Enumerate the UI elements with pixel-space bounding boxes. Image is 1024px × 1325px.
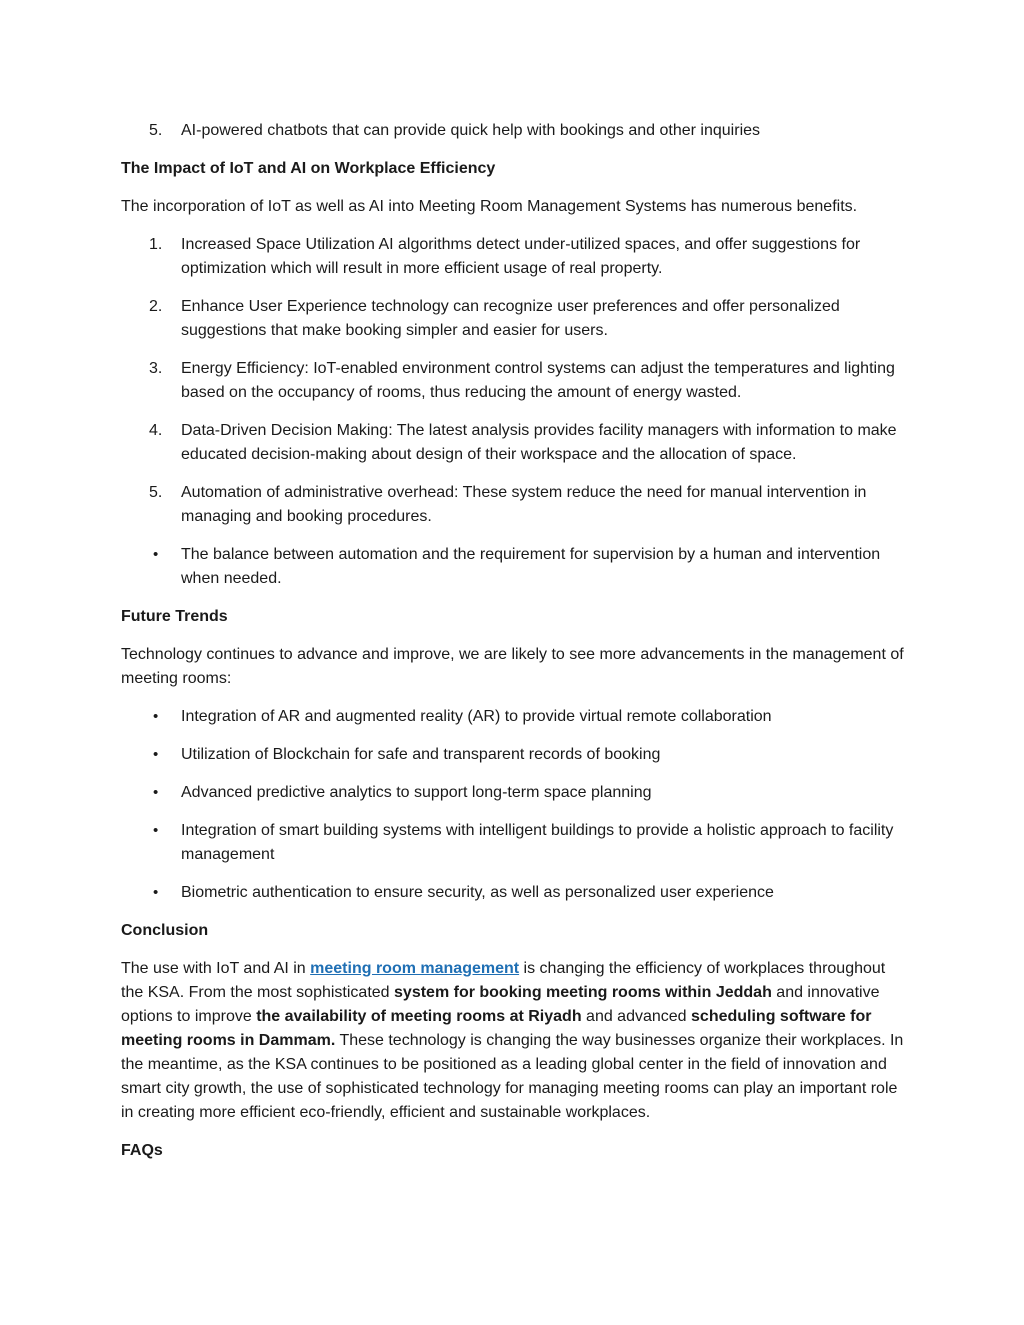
list-item [121, 481, 911, 529]
list-item-text: Utilization of Blockchain for safe and transparent records of booking [181, 746, 661, 763]
list-item-text: Integration of AR and augmented reality (AR) to provide virtual remote collaboration [181, 708, 772, 725]
future-list [121, 705, 911, 905]
list-item-text: AI-powered chatbots that can provide quick help with bookings and other inquiries [181, 122, 761, 139]
conclusion-text: and advanced [581, 1008, 692, 1025]
conclusion-text: and innovative options to improve [121, 984, 880, 1025]
list-item-text: Integration of smart building systems with intelligent buildings to provide a holistic approach to facility management [181, 822, 894, 863]
future-intro: Technology continues to advance and improve, we are likely to see more advancements in the management of meeting rooms: [121, 646, 904, 687]
list-marker: 5. [149, 484, 163, 501]
bullet-marker: • [153, 784, 159, 801]
conclusion-bold-jeddah: system for booking meeting rooms within Jeddah [394, 984, 772, 1001]
list-marker: 2. [149, 298, 163, 315]
bullet-marker: • [153, 822, 159, 839]
list-item [121, 543, 911, 591]
list-marker: 4. [149, 422, 163, 439]
list-item [121, 295, 911, 343]
list-item [121, 781, 911, 805]
list-marker: 1. [149, 236, 163, 253]
bullet-marker: • [153, 746, 159, 763]
conclusion-bold-dammam: scheduling software for meeting rooms in Dammam. [121, 1008, 872, 1049]
list-item [121, 357, 911, 405]
list-item-text: The balance between automation and the requirement for supervision by a human and intervention when needed. [181, 546, 881, 587]
list-item-text: Advanced predictive analytics to support long-term space planning [181, 784, 652, 801]
conclusion-paragraph [121, 957, 911, 1125]
conclusion-bold-riyadh: the availability of meeting rooms at Riyadh [256, 1008, 582, 1025]
list-item [121, 233, 911, 281]
list-item-text: Enhance User Experience technology can recognize user preferences and offer personalized suggestions that make booking simpler and easier for users. [181, 298, 840, 339]
list-item-text: Data-Driven Decision Making: The latest analysis provides facility managers with information to make educated decision-making about design of their workspace and the allocation of space. [181, 422, 897, 463]
section-heading-faqs: FAQs [121, 1142, 163, 1159]
bullet-marker: • [153, 546, 159, 563]
section-heading-impact: The Impact of IoT and AI on Workplace Efficiency [121, 160, 496, 177]
section-heading-conclusion: Conclusion [121, 922, 209, 939]
meeting-room-management-link[interactable]: meeting room management [310, 960, 520, 977]
list-item [121, 705, 911, 729]
list-item [121, 881, 911, 905]
bullet-marker: • [153, 884, 159, 901]
impact-intro: The incorporation of IoT as well as AI into Meeting Room Management Systems has numerous benefits. [121, 198, 858, 215]
list-marker: 3. [149, 360, 163, 377]
document-body [121, 119, 911, 1177]
impact-list [121, 233, 911, 591]
list-marker: 5. [149, 122, 163, 139]
list-item [121, 419, 911, 467]
list-item [121, 743, 911, 767]
list-item [121, 819, 911, 867]
list-item-text: Energy Efficiency: IoT-enabled environment control systems can adjust the temperatures and lighting based on the occupancy of rooms, thus reducing the amount of energy wasted. [181, 360, 895, 401]
conclusion-text: is changing the efficiency of workplaces throughout the KSA. From the most sophisticated [121, 960, 886, 1001]
section-heading-future: Future Trends [121, 608, 228, 625]
conclusion-text: These technology is changing the way businesses organize their workplaces. In the meantime, as the KSA continues to be positioned as a leading global center in the field of innovation and smart city growth, the use of sophisticated technology for managing meeting rooms can play an important role in creating more efficient eco-friendly, efficient and sustainable workplaces. [121, 1032, 904, 1121]
list-item [121, 119, 911, 143]
list-item-text: Increased Space Utilization AI algorithms detect under-utilized spaces, and offer suggestions for optimization which will result in more efficient usage of real property. [181, 236, 861, 277]
list-item-text: Biometric authentication to ensure security, as well as personalized user experience [181, 884, 774, 901]
list-item-text: Automation of administrative overhead: These system reduce the need for manual intervention in managing and booking procedures. [181, 484, 867, 525]
conclusion-text: The use with IoT and AI in [121, 960, 311, 977]
bullet-marker: • [153, 708, 159, 725]
